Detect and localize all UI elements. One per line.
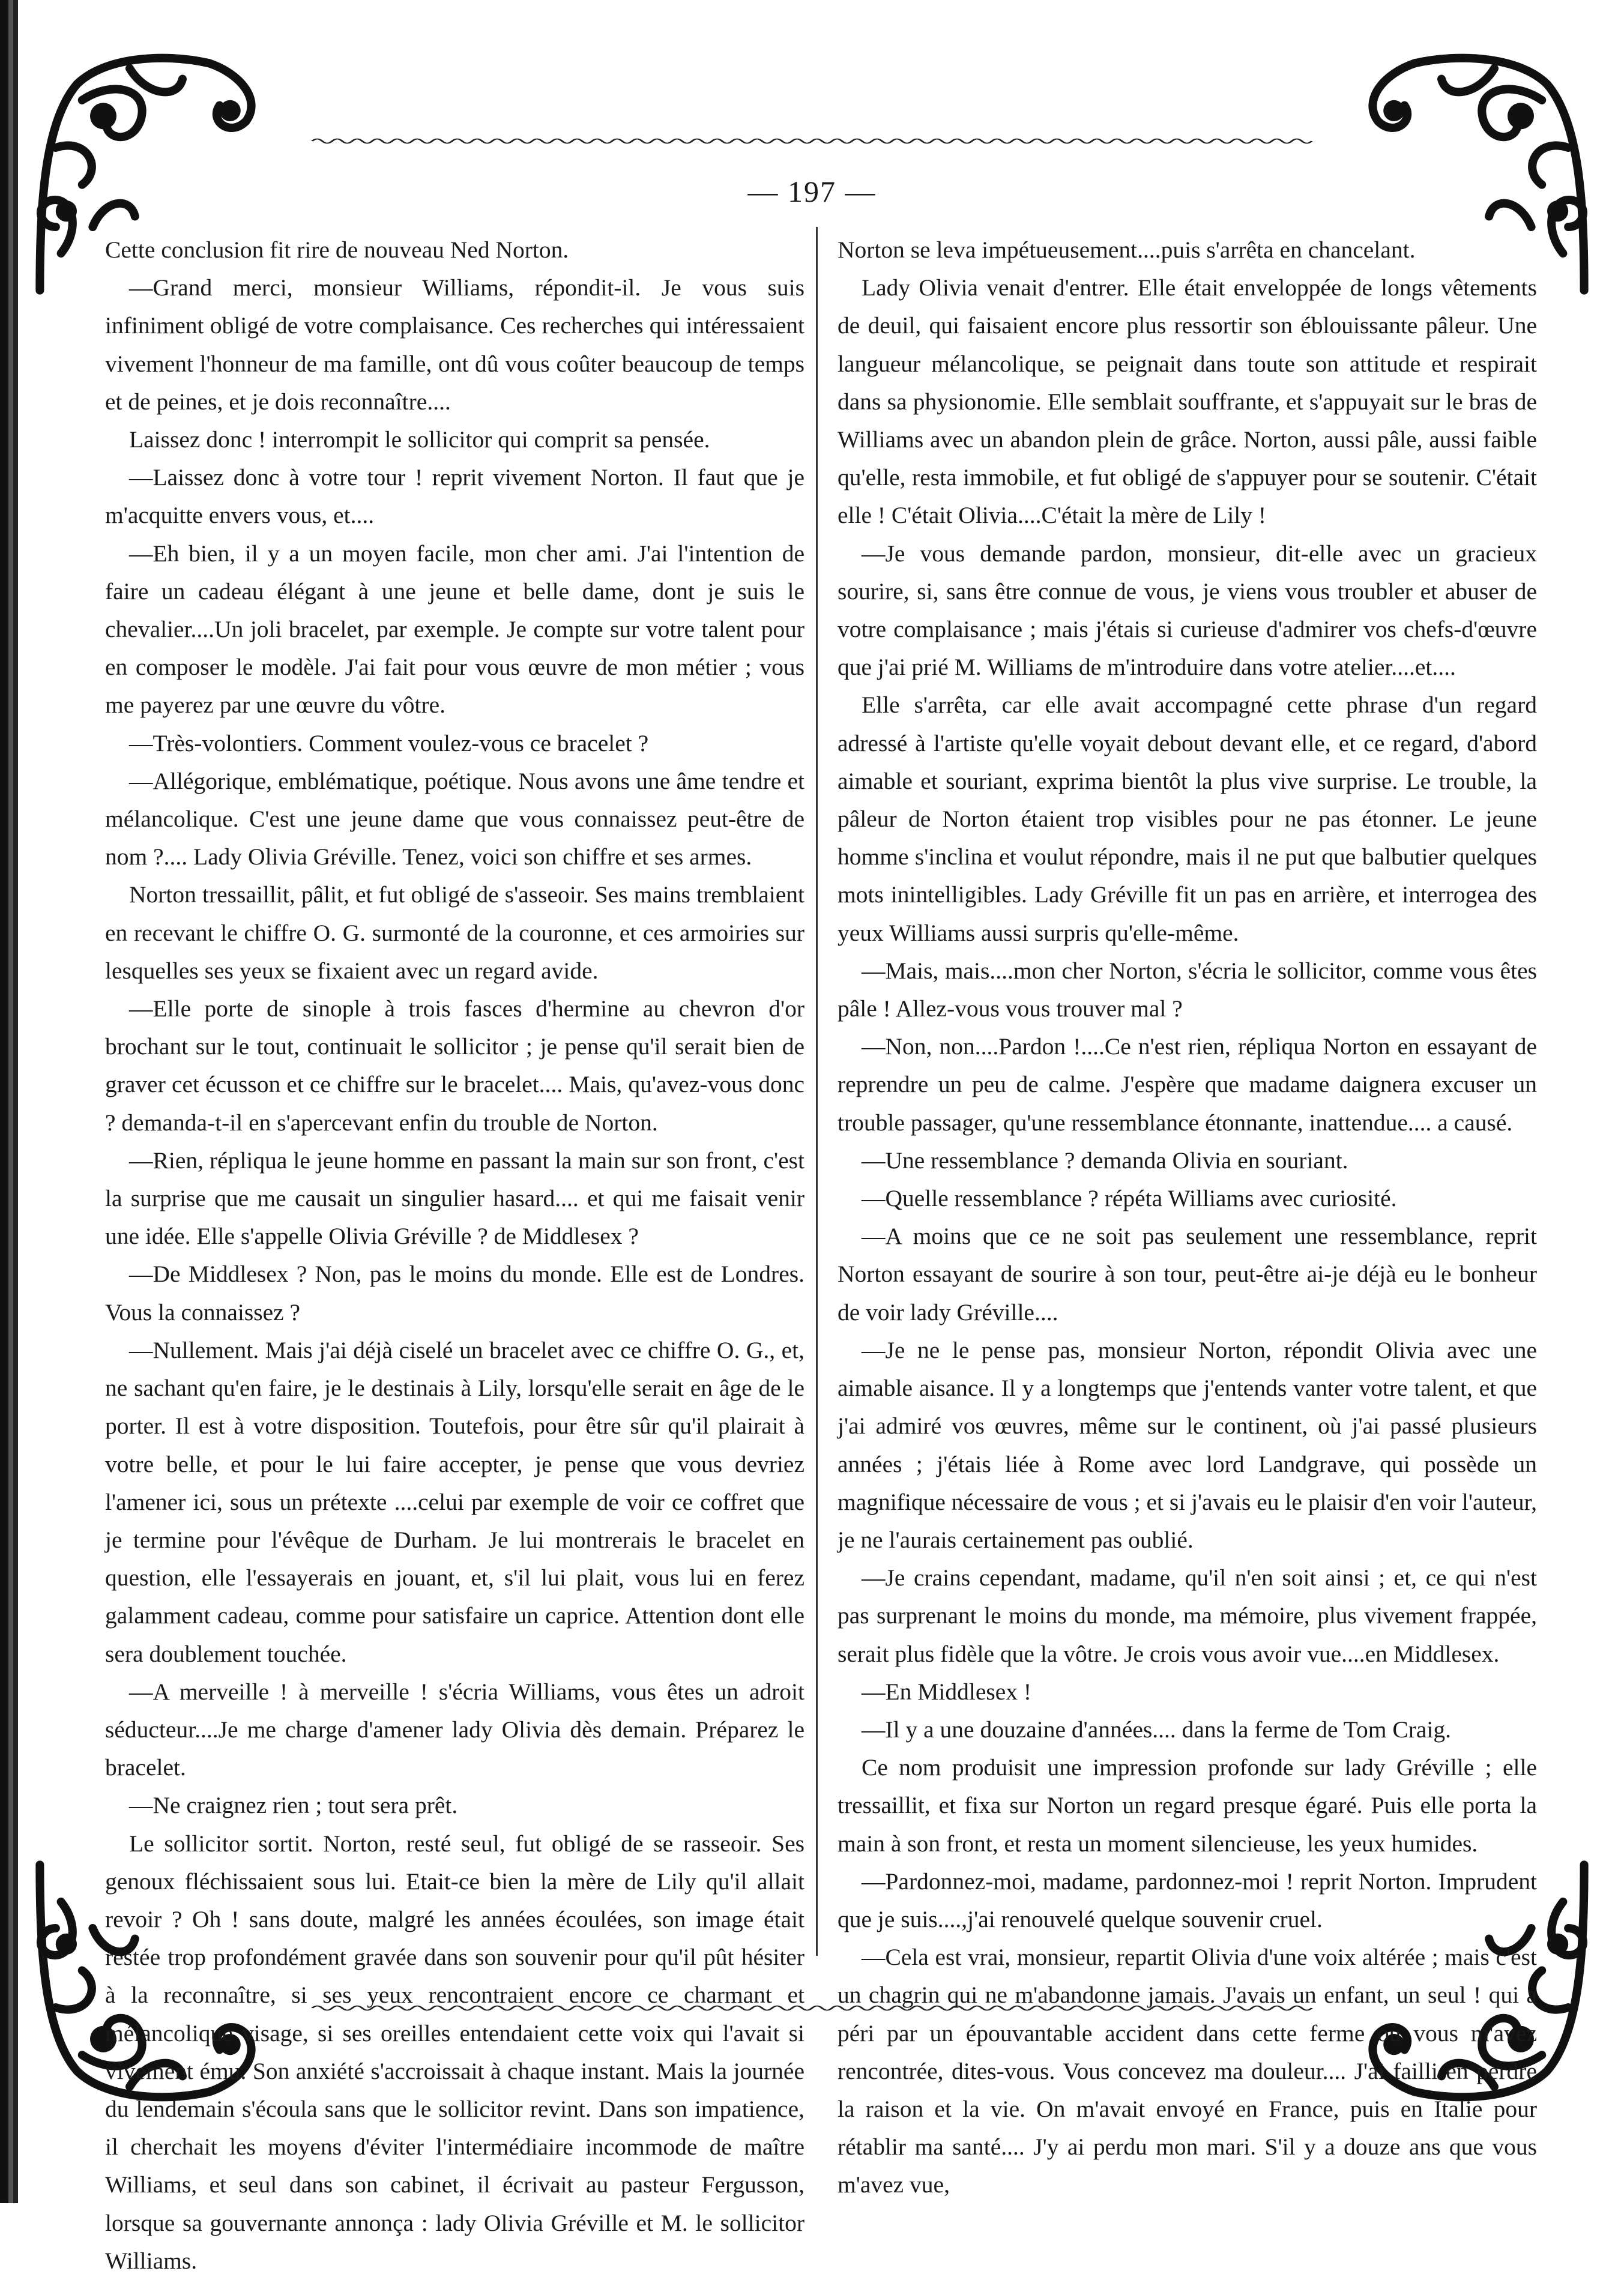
paragraph: —Mais, mais....mon cher Norton, s'écria le sollicitor, comme vous êtes pâle ! Allez-vous vous trouver mal ? [838,957,1537,1022]
paragraph: —Grand merci, monsieur Williams, répondit-il. Je vous suis infiniment obligé de votre complaisance. Ces recherches qui intéressaient vivement l'honneur de ma famille, ont dû vous coûter beaucoup de temps et de peines, et je dois reconnaître.... [105,274,804,415]
paragraph: —Non, non....Pardon !....Ce n'est rien, répliqua Norton en essayant de reprendre un peu de calme. J'espère que madame daignera excuser un trouble passager, qu'une ressemblance étonnante, inattendue.... a causé. [838,1033,1537,1136]
paragraph: —Quelle ressemblance ? répéta Williams avec curiosité. [862,1185,1397,1212]
paragraph: Lady Olivia venait d'entrer. Elle était enveloppée de longs vêtements de deuil, qui faisaient encore plus ressortir son éblouissante pâleur. Une langueur mélancolique, se peignait dans toute son attitude et respirait dans sa physionomie. Elle semblait souffrante, et s'appuyait sur le bras de Williams avec un abandon plein de grâce. Norton, aussi pâle, aussi faible qu'elle, resta immobile, et fut obligé de s'appuyer pour se soutenir. C'était elle ! C'était Olivia....C'était la mère de Lily ! [838,274,1537,529]
paragraph: —Pardonnez-moi, madame, pardonnez-moi ! reprit Norton. Imprudent que je suis....,j'ai renouvelé quelque souvenir cruel. [838,1868,1537,1932]
paragraph: —Eh bien, il y a un moyen facile, mon cher ami. J'ai l'intention de faire un cadeau élégant à une jeune et belle dame, dont je suis le chevalier....Un joli bracelet, par exemple. Je compte sur votre talent pour en composer le modèle. J'ai fait pour vous œuvre de mon métier ; vous me payerez par une œuvre du vôtre. [105,540,804,719]
paragraph: Elle s'arrêta, car elle avait accompagné cette phrase d'un regard adressé à l'artiste qu'elle voyait debout devant elle, et ce regard, d'abord aimable et souriant, exprima bientôt la plus vive surprise. Le trouble, la pâleur de Norton étaient trop visibles pour ne pas étonner. Le jeune homme s'inclina et voulut répondre, mais il ne put que balbutier quelques mots inintelligibles. Lady Gréville fit un pas en arrière, et interrogea des yeux Williams aussi surpris qu'elle-même. [838,692,1537,946]
left-column [105,231,804,2274]
paragraph: —Ne craignez rien ; tout sera prêt. [129,1792,458,1819]
paragraph: —Je ne le pense pas, monsieur Norton, répondit Olivia avec une aimable aisance. Il y a longtemps que j'entends vanter votre talent, et que j'ai admiré vos œuvres, même sur le continent, où j'ai passé plusieurs années ; j'étais liée à Rome avec lord Landgrave, qui possède un magnifique nécessaire de vous ; et si j'avais eu le plaisir d'en voir l'auteur, je ne l'aurais certainement pas oublié. [838,1336,1537,1553]
paragraph: —Une ressemblance ? demanda Olivia en souriant. [862,1147,1348,1174]
paragraph: —Il y a une douzaine d'années.... dans la ferme de Tom Craig. [862,1716,1452,1743]
paragraph: —De Middlesex ? Non, pas le moins du monde. Elle est de Londres. Vous la connaissez ? [105,1261,804,1325]
paragraph: —A moins que ce ne soit pas seulement une ressemblance, reprit Norton essayant de sourire à son tour, peut-être ai-je déjà eu le bonheur de voir lady Gréville.... [838,1223,1537,1325]
paragraph: —Rien, répliqua le jeune homme en passant la main sur son front, c'est la surprise que me causait un singulier hasard.... et qui me faisait venir une idée. Elle s'appelle Olivia Gréville ? de Middlesex ? [105,1147,804,1250]
wavy-rule-icon [312,137,1312,145]
paragraph: —Elle porte de sinople à trois fasces d'hermine au chevron d'or brochant sur le tout, continuait le sollicitor ; je pense qu'il serait bien de graver cet écusson et ce chiffre sur le bracelet.... Mais, qu'avez-vous donc ? demanda-t-il en s'apercevant enfin du trouble de Norton. [105,995,804,1136]
paragraph: —Cela est vrai, monsieur, repartit Olivia d'une voix altérée ; mais c'est un chagrin qui ne m'abandonne jamais. J'avais un enfant, un seul ! qui a péri par un épouvantable accident dans cette ferme où vous m'avez rencontrée, dites-vous. Vous concevez ma douleur.... J'ai failli en perdre la raison et la vie. On m'avait envoyé en France, puis en Italie pour rétablir ma santé.... J'y ai perdu mon mari. S'il y a douze ans que vous m'avez vue, [838,1944,1537,2198]
paragraph: —Allégorique, emblématique, poétique. Nous avons une âme tendre et mélancolique. C'est une jeune dame que vous connaissez peut-être de nom ?.... Lady Olivia Gréville. Tenez, voici son chiffre et ses armes. [105,767,804,870]
paragraph: —En Middlesex ! [862,1678,1032,1705]
paragraph: —Laissez donc à votre tour ! reprit vivement Norton. Il faut que je m'acquitte envers vous, et.... [105,464,804,529]
paragraph: —A merveille ! à merveille ! s'écria Williams, vous êtes un adroit séducteur....Je me charge d'amener lady Olivia dès demain. Préparez le bracelet. [105,1678,804,1781]
paragraph: Laissez donc ! interrompit le sollicitor qui comprit sa pensée. [129,426,710,453]
paragraph: Cette conclusion fit rire de nouveau Ned Norton. [105,237,569,263]
paragraph: —Je crains cependant, madame, qu'il n'en soit ainsi ; et, ce qui n'est pas surprenant le moins du monde, ma mémoire, plus vivement frappée, serait plus fidèle que la vôtre. Je crois vous avoir vue....en Middlesex. [838,1564,1537,1667]
paragraph: Ce nom produisit une impression profonde sur lady Gréville ; elle tressaillit, et fixa sur Norton un regard presque égaré. Puis elle porta la main à son front, et resta un moment silencieuse, les yeux humides. [838,1754,1537,1857]
paragraph: Norton tressaillit, pâlit, et fut obligé de s'asseoir. Ses mains tremblaient en recevant le chiffre O. G. surmonté de la couronne, et ces armoiries sur lesquelles ses yeux se fixaient avec un regard avide. [105,881,804,984]
page-number: — 197 — [747,175,877,208]
paragraph: —Nullement. Mais j'ai déjà ciselé un bracelet avec ce chiffre O. G., et, ne sachant qu'en faire, je le destinais à Lily, lorsqu'elle serait en âge de le porter. Il est à votre disposition. Toutefois, pour être sûr qu'il plairait à votre belle, et pour le lui faire accepter, je pense que vous devriez l'amener ici, sous un prétexte ....celui par exemple de voir ce coffret que je termine pour l'évêque de Durham. Je lui montrerais le bracelet en question, elle l'essayerais en jouant, et, s'il lui plait, vous lui en ferez galamment cadeau, comme pour satisfaire un caprice. Attention dont elle sera doublement touchée. [105,1336,804,1667]
right-column [838,231,1537,2198]
column-divider [816,227,818,1956]
paragraph: Norton se leva impétueusement....puis s'arrêta en chancelant. [838,237,1416,263]
paragraph: Le sollicitor sortit. Norton, resté seul, fut obligé de se rasseoir. Ses genoux fléchissaient sous lui. Etait-ce bien la mère de Lily qu'il allait revoir ? Oh ! sans doute, malgré les années écoulées, son image était restée trop profondément gravée dans son souvenir pour qu'il pût hésiter à la reconnaître, si ses yeux rencontraient encore ce charmant et mélancolique visage, si ses oreilles entendaient cette voix qui l'avait si vivement ému. Son anxiété s'accroissait à chaque instant. Mais la journée du lendemain s'écoula sans que le sollicitor revint. Dans son impatience, il cherchait les moyens d'éviter l'intermédiaire incommode de maître Williams, et seul dans son cabinet, il écrivait au pasteur Fergusson, lorsque sa gouvernante annonça : lady Olivia Gréville et M. le sollicitor Williams. [105,1830,804,2274]
paragraph: —Très-volontiers. Comment voulez-vous ce bracelet ? [129,729,649,756]
paragraph: —Je vous demande pardon, monsieur, dit-elle avec un gracieux sourire, si, sans être connue de vous, je viens vous troubler et abuser de votre complaisance ; mais j'étais si curieuse d'admirer vos chefs-d'œuvre que j'ai prié M. Williams de m'introduire dans votre atelier....et.... [838,540,1537,681]
